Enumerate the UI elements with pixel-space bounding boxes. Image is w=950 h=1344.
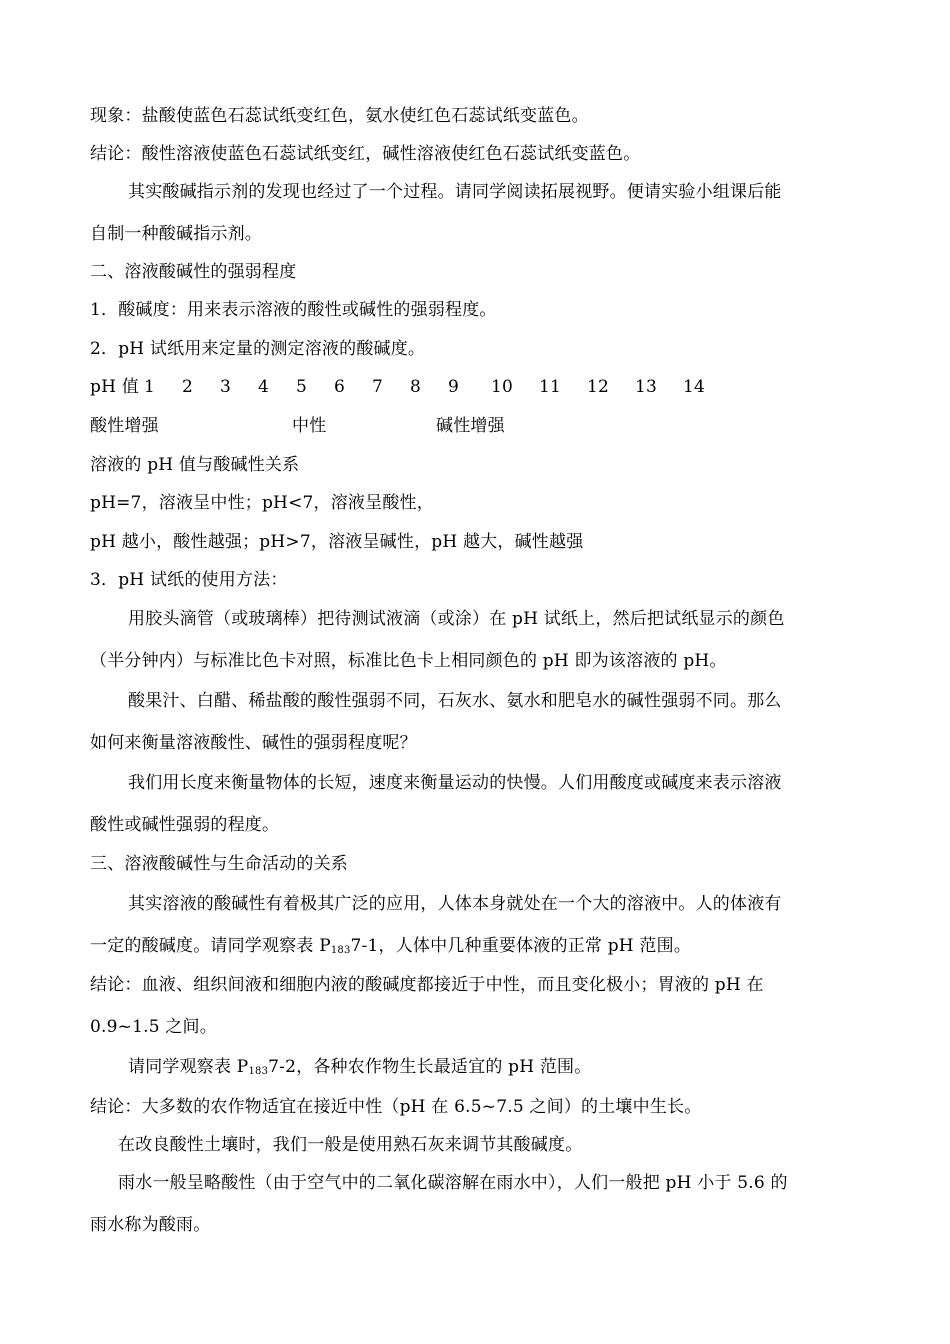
- paragraph-line: 其实酸碱指示剂的发现也经过了一个过程。请同学阅读拓展视野。便请实验小组课后能: [128, 182, 782, 202]
- conclusion-line: 结论：血液、组织间液和细胞内液的酸碱度都接近于中性，而且变化极小；胃液的 pH 在: [90, 975, 764, 995]
- ph-value: 1: [144, 377, 156, 397]
- paragraph-line: （半分钟内）与标准比色卡对照，标准比色卡上相同颜色的 pH 即为该溶液的 pH。: [90, 651, 727, 671]
- paragraph-line: 自制一种酸碱指示剂。: [90, 224, 262, 244]
- neutral-label: 中性: [292, 416, 327, 436]
- ph-scale-label: pH 值: [90, 377, 139, 397]
- paragraph-line: 溶液的 pH 值与酸碱性关系: [90, 455, 300, 475]
- ph-value: 12: [587, 377, 610, 397]
- ph-value: 14: [683, 377, 706, 397]
- paragraph-line: pH 越小，酸性越强；pH>7，溶液呈碱性，pH 越大，碱性越强: [90, 532, 584, 552]
- ph-value: 7: [372, 377, 384, 397]
- paragraph-line: 我们用长度来衡量物体的长短，速度来衡量运动的快慢。人们用酸度或碱度来表示溶液: [128, 773, 782, 793]
- section-heading: 三、溶液酸碱性与生命活动的关系: [90, 854, 348, 874]
- ph-value: 10: [491, 377, 514, 397]
- page-subscript: 183: [330, 945, 351, 956]
- ph-value: 4: [258, 377, 270, 397]
- paragraph-line: 酸果汁、白醋、稀盐酸的酸性强弱不同，石灰水、氨水和肥皂水的碱性强弱不同。那么: [128, 691, 782, 711]
- ph-value: 8: [410, 377, 422, 397]
- paragraph-line: 其实溶液的酸碱性有着极其广泛的应用，人体本身就处在一个大的溶液中。人的体液有: [128, 894, 782, 914]
- ph-value: 11: [539, 377, 562, 397]
- paragraph-line: 0.9~1.5 之间。: [90, 1017, 217, 1037]
- paragraph-line: 雨水一般呈略酸性（由于空气中的二氧化碳溶解在雨水中），人们一般把 pH 小于 5.6 的: [118, 1173, 788, 1193]
- base-label: 碱性增强: [436, 416, 505, 436]
- paragraph-line: pH=7，溶液呈中性；pH<7，溶液呈酸性，: [90, 493, 434, 513]
- ph-value: 3: [220, 377, 232, 397]
- list-item: 1．酸碱度：用来表示溶液的酸性或碱性的强弱程度。: [90, 300, 497, 320]
- paragraph-line: 在改良酸性土壤时，我们一般是使用熟石灰来调节其酸碱度。: [118, 1135, 583, 1155]
- section-heading: 二、溶液酸碱性的强弱程度: [90, 262, 297, 282]
- ph-value: 6: [334, 377, 346, 397]
- ph-value: 9: [448, 377, 460, 397]
- paragraph-line: 酸性或碱性强弱的程度。: [90, 815, 280, 835]
- page-subscript: 183: [248, 1066, 269, 1077]
- paragraph-line: 如何来衡量溶液酸性、碱性的强弱程度呢？: [90, 733, 417, 753]
- paragraph-line: 请同学观察表 $P_{183}7-2$，各种农作物生长最适宜的 pH 范围。: [128, 1057, 592, 1077]
- ph-scale-row: [90, 375, 705, 399]
- conclusion-line: 结论：大多数的农作物适宜在接近中性（pH 在 6.5~7.5 之间）的土壤中生长。: [90, 1097, 702, 1117]
- ph-value: 2: [182, 377, 194, 397]
- list-item: 2．pH 试纸用来定量的测定溶液的酸碱度。: [90, 339, 426, 359]
- conclusion-line: 结论：酸性溶液使蓝色石蕊试纸变红，碱性溶液使红色石蕊试纸变蓝色。: [90, 144, 641, 164]
- ph-value: 13: [635, 377, 658, 397]
- paragraph-line: 用胶头滴管（或玻璃棒）把待测试液滴（或涂）在 pH 试纸上，然后把试纸显示的颜色: [128, 609, 785, 629]
- acid-label: 酸性增强: [90, 416, 159, 436]
- paragraph-line: 一定的酸碱度。请同学观察表 $P_{183}7-1$，人体中几种重要体液的正常 pH 范围。: [90, 936, 692, 956]
- ph-value: 5: [296, 377, 308, 397]
- list-item: 3．pH 试纸的使用方法：: [90, 570, 288, 590]
- paragraph-line: 雨水称为酸雨。: [90, 1215, 211, 1235]
- observation-line: 现象：盐酸使蓝色石蕊试纸变红色，氨水使红色石蕊试纸变蓝色。: [90, 106, 589, 126]
